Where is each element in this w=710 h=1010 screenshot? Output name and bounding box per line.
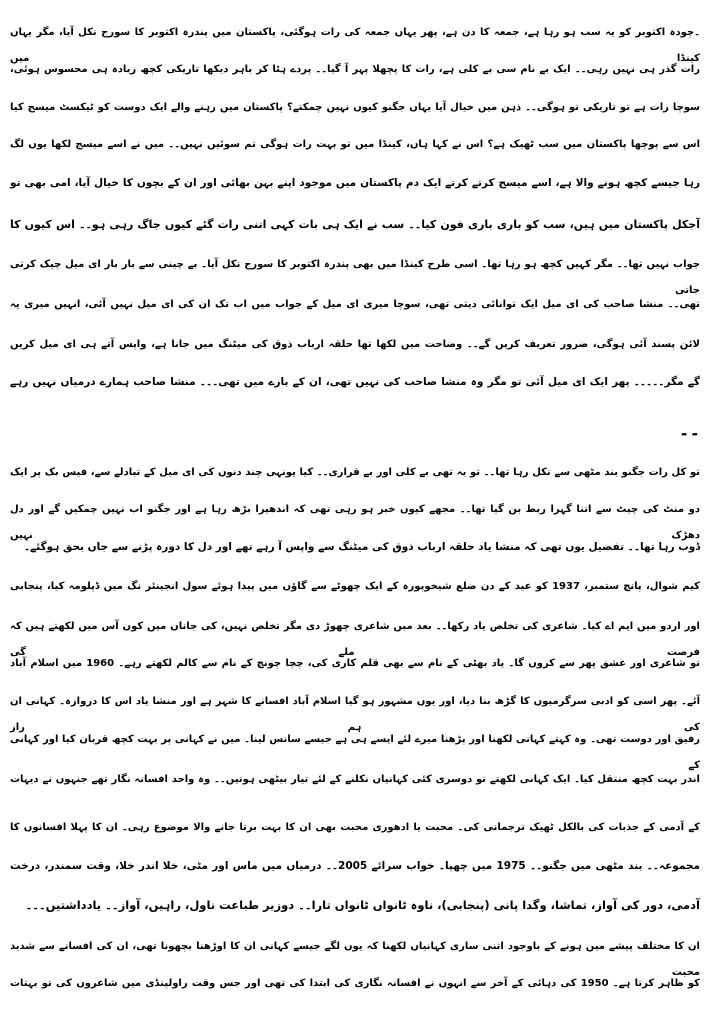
text-line: رہا جیسے کچھ ہونے والا ہے، اسے میسج کرتے کرتے ایک دم پاکستان میں موجود اپنے بہن بھائی اور ان کے بچوں کا خیال آیا، امی بھی تو (10, 177, 700, 189)
text-line: کیم شوال، پانچ ستمبر، 1937 کو عید کے دن ضلع شیخوپورہ کے ایک چھوٹے سے گاؤں میں پیدا ہوئے سول انجینئر نگ میں ڈپلومہ کیا، پنجابی (10, 581, 700, 592)
text-line: دو منٹ کی چیٹ سے اتنا گہرا ربط بن گیا تھا۔۔ مجھے کیوں خبر ہو رہی تھی کہ اندھیرا بڑھ رہا ہے اور جگنو اب نہیں چمکیں گے اور دل دھڑک نہیں (10, 504, 700, 541)
text-line: ۔۔ (678, 419, 700, 440)
text-line: اور اردو میں ایم اے کیا۔ شاعری کی تخلص یاد رکھا۔۔ بعد میں شاعری چھوڑ دی مگر تخلص نہیں، کی جاناں میں کون آس میں لکھتے ہیں کہ فرصت ملے گی (10, 621, 700, 658)
text-line: جواب نہیں تھا۔۔ مگر کہیں کچھ ہو رہا تھا۔ اسی طرح کینڈا میں بھی پندرہ اکتوبر کا سورج نکل آیا۔ بے چینی سے بار بار ای میل چیک کرتی جاتی (10, 259, 700, 296)
text-line: آجکل پاکستان میں ہیں، سب کو باری باری فون کیا۔۔ سب نے ایک ہی بات کہی اتنی رات گئے کیوں جاگ رہی ہو۔۔ اس کیوں کا (10, 218, 700, 231)
text-line: سوچا رات ہے تو تاریکی تو ہوگی۔۔ ذہن میں خیال آیا یہاں جگنو کیوں نہیں چمکتے؟ پاکستان میں رہنے والے ایک دوست کو ٹیکسٹ میسج کیا (10, 102, 700, 113)
text-line: مجموعہ۔۔ بند مٹھی میں جگنو۔۔ 1975 میں چھپا۔ خواب سرائے 2005۔۔ درمیاں میں ماس اور مٹی، خلا اندر خلا، وقت سمندر، درخت (10, 860, 700, 872)
text-line: تو شاعری اور عشق پھر سے کروں گا۔ یاد بھٹی کے نام سے بھی قلم کاری کی، چچا چونچ کے نام سے کالم لکھتے رہے۔ 1960 میں اسلام آباد (10, 658, 700, 669)
text-line: ڈوب رہا تھا۔۔ تفصیل یوں تھی کہ منشا یاد حلقہ ارباب ذوق کی میٹنگ سے واپس آ رہے تھے اور دل کا دورہ پڑنے سے جاں بحق ہوگئے۔ (23, 541, 700, 553)
text-line: ان کا مختلف پیشے میں ہونے کے باوجود اتنی ساری کہانیاں لکھنا کہ یوں لگے جیسے کہانی ان کا اوڑھنا بچھونا تھی، ان کی افسانے سے شدید محبت (10, 941, 700, 978)
text-line: ۔چودہ اکتوبر کو یہ سب ہو رہا ہے، جمعہ کا دن ہے، پھر یہاں جمعہ کی رات ہوگئی، پاکستان میں پندرہ اکتوبر کا سورج نکل آیا، مگر یہاں کینڈا میں (10, 27, 700, 64)
text-line: آدمی، دور کی آواز، تماشا، وگدا پانی (پنجابی)، ناوہ ٹانواں ٹانواں تارا۔۔ دوزیر طباعت ناول، راہیں، آواز۔۔ یادداشتیں۔۔۔ (25, 898, 700, 912)
text-line: آئے۔ پھر اسی کو ادبی سرگرمیوں کا گڑھ بنا دیا، اور یوں مشہور ہو گیا اسلام آباد افسانے کا شہر ہے اور منشا یاد اس کا دروازہ۔ کہانی ان کی ہم راز (10, 696, 700, 733)
text-line: گے مگر۔۔۔۔۔ پھر ایک ای میل آئی تو مگر وہ منشا صاحب کی نہیں تھی، ان کے بارے میں تھی۔۔۔ منشا صاحب ہمارے درمیاں نہیں رہے (10, 376, 700, 388)
text-line: اندر بہت کچھ منتقل کیا۔ ایک کہانی لکھتے تو دوسری کئی کہانیاں نکلنے کے لئے تیار بیٹھی ہوتیں۔۔ وہ واحد افسانہ نگار تھے جنہوں نے دیہات (10, 774, 700, 785)
text-line: رفیق اور دوست تھی۔ وہ کہتے کہانی لکھنا اور پڑھنا میرے لئے ایسے ہی ہے جیسے سانس لینا۔ میں نے کہانی پر بہت کچھ قربان کیا اور کہانی کے (10, 734, 700, 771)
text-line: لائن پسند آئی ہوگی، ضرور تعریف کریں گے۔۔ وضاحت میں لکھا تھا حلقہ ارباب ذوق کی میٹنگ میں جانا ہے، واپس آتے ہی ای میل کریں (10, 339, 700, 350)
text-line: کے آدمی کے جذبات کی بالکل ٹھیک ترجمانی کی۔ محبت یا ادھوری محبت بھی ان کا بہت برتا جانے والا موضوع رہی۔ ان کا پہلا افسانوں کا (10, 822, 700, 833)
text-line: اس سے پوچھا پاکستان میں سب ٹھیک ہے؟ اس نے کہا ہاں، کینڈا میں تو بہت رات ہوگی تم سوئیں نہیں۔۔ میں نے اسے میسج لکھا یوں لگ (10, 139, 700, 150)
text-line: تو کل رات جگنو بند مٹھی سے نکل رہا تھا۔۔ تو یہ تھی بے کلی اور بے قراری۔۔ کیا یونہی چند دنوں کی ای میل کے تبادلے سے، فیس بک پر ایک (10, 467, 700, 478)
text-line: تھی۔۔ منشا صاحب کی ای میل ایک توانائی دیتی تھی، سوچا میری ای میل کے جواب میں اب تک ان کی ای میل نہیں آئی، انہیں میری یہ (10, 299, 700, 310)
text-line: کو ظاہر کرتا ہے۔ 1950 کی دہائی کے آخر سے انہوں نے افسانہ نگاری کی ابتدا کی تھی اور جس وقت راولپنڈی میں شاعروں کی تو بہتات (10, 978, 700, 989)
text-line: رات گذر ہی نہیں رہی۔۔ ایک بے نام سی بے کلی ہے، رات کا پچھلا پہر آ گیا۔۔ پردے ہٹا کر باہر دیکھا تاریکی کچھ زیادہ ہی محسوس ہوئی، (10, 64, 700, 75)
